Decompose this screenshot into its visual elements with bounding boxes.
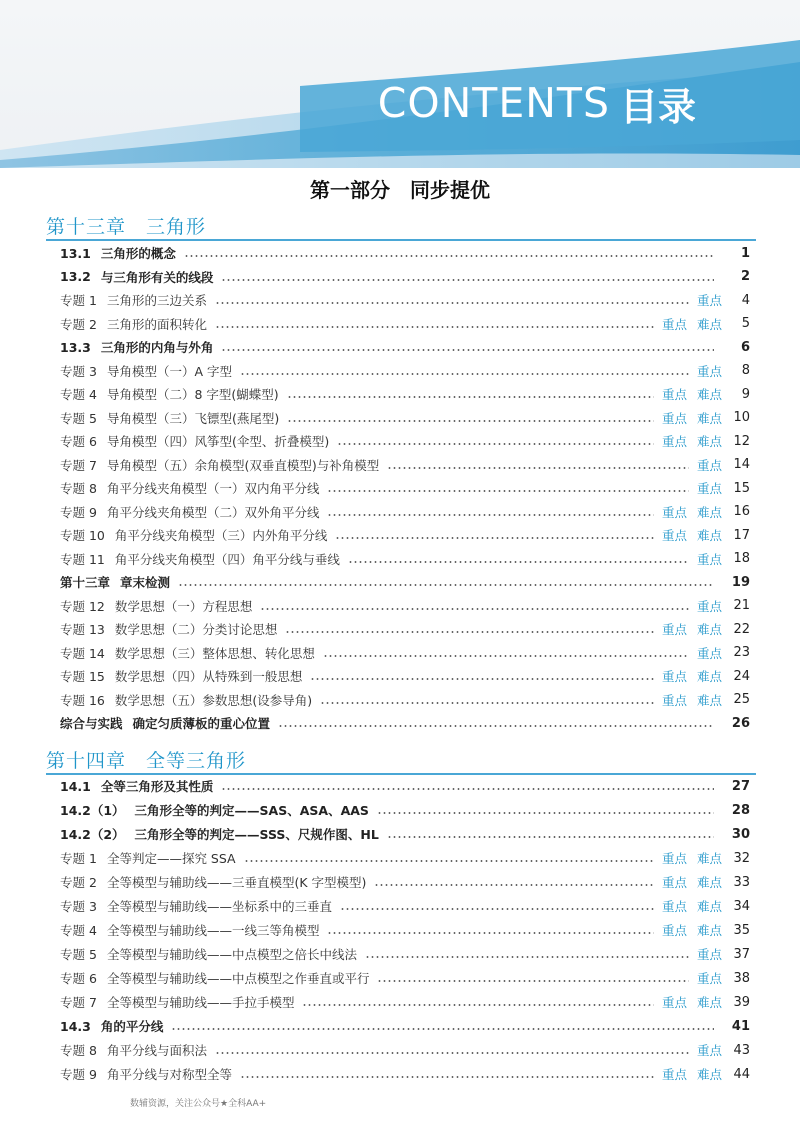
entry-tags xyxy=(697,597,722,615)
entry-title: 全等模型与辅助线——坐标系中的三垂直 xyxy=(106,899,332,914)
entry-tags xyxy=(662,849,722,867)
entry-title: 数学思想（五）参数思想(设参导角) xyxy=(114,692,313,708)
entry-number: 专题 6 xyxy=(60,434,97,449)
entry-page-number: 35 xyxy=(733,922,750,938)
entry-page-number: 15 xyxy=(733,480,750,496)
entry-tags xyxy=(697,456,722,474)
entry-page-number: 14 xyxy=(733,457,750,472)
dot-leader xyxy=(287,420,654,422)
toc-entry[interactable] xyxy=(60,943,750,965)
entry-number: 专题 4 xyxy=(60,387,97,402)
key-point-tag: 重点 xyxy=(696,481,722,496)
toc-entry[interactable] xyxy=(60,407,750,429)
difficulty-tag: 难点 xyxy=(696,1067,722,1082)
entry-number: 专题 5 xyxy=(60,947,97,962)
entry-title: 导角模型（五）余角模型(双垂直模型)与补角模型 xyxy=(106,457,380,473)
entry-title: 三角形的三边关系 xyxy=(106,293,207,308)
entry-title: 章末检测 xyxy=(120,575,171,590)
entry-page-number: 12 xyxy=(733,433,750,449)
key-point-tag: 重点 xyxy=(696,1043,722,1058)
entry-page-number: 2 xyxy=(740,269,750,284)
entry-page-number: 33 xyxy=(733,874,750,890)
toc-entry[interactable] xyxy=(60,689,750,711)
key-point-tag: 重点 xyxy=(661,410,687,426)
key-point-tag: 重点 xyxy=(696,598,722,614)
chapter-number: 第十四章 xyxy=(46,750,127,772)
entry-number: 专题 2 xyxy=(60,316,97,332)
dot-leader xyxy=(320,702,654,704)
chapter-name: 三角形 xyxy=(146,216,207,238)
entry-tags xyxy=(662,993,722,1011)
entry-tags xyxy=(662,667,722,685)
dot-leader xyxy=(178,584,714,586)
entry-title: 与三角形有关的线段 xyxy=(100,269,214,285)
entry-number: 专题 12 xyxy=(60,598,105,614)
dot-leader xyxy=(215,326,654,328)
dot-leader xyxy=(240,373,689,375)
difficulty-tag: 难点 xyxy=(696,923,722,938)
entry-page-number: 44 xyxy=(733,1066,750,1082)
entry-tags xyxy=(662,897,722,915)
entry-page-number: 22 xyxy=(733,621,750,637)
entry-title: 数学思想（四）从特殊到一般思想 xyxy=(114,669,303,684)
entry-tags xyxy=(697,550,722,568)
entry-page-number: 8 xyxy=(741,363,750,378)
entry-title: 角平分线夹角模型（二）双外角平分线 xyxy=(106,504,320,520)
entry-title: 全等模型与辅助线——三垂直模型(K 字型模型) xyxy=(106,875,367,890)
entry-tags xyxy=(662,921,722,939)
entry-title: 数学思想（一）方程思想 xyxy=(114,598,253,614)
toc-entry[interactable] xyxy=(60,242,750,264)
entry-title: 导角模型（一）A 字型 xyxy=(106,363,232,379)
toc-entry[interactable] xyxy=(60,383,750,405)
key-point-tag: 重点 xyxy=(661,387,687,402)
dot-leader xyxy=(171,1028,714,1030)
toc-entry[interactable] xyxy=(60,360,750,382)
entry-title: 导角模型（三）飞镖型(燕尾型) xyxy=(106,410,280,426)
entry-page-number: 43 xyxy=(733,1042,750,1058)
entry-page-number: 18 xyxy=(733,551,750,566)
dot-leader xyxy=(221,788,714,790)
entry-page-number: 21 xyxy=(733,598,750,613)
entry-number: 综合与实践 xyxy=(60,716,123,731)
entry-number: 14.1 xyxy=(60,778,91,794)
key-point-tag: 重点 xyxy=(696,947,722,962)
dot-leader xyxy=(327,932,654,934)
difficulty-tag: 难点 xyxy=(696,851,722,866)
difficulty-tag: 难点 xyxy=(696,899,722,914)
entry-title: 角平分线与面积法 xyxy=(106,1043,207,1058)
dot-leader xyxy=(221,349,714,351)
entry-number: 专题 3 xyxy=(60,899,97,914)
key-point-tag: 重点 xyxy=(661,316,687,332)
footer-note: 数辅资源，关注公众号★全科AA+ xyxy=(130,1099,267,1109)
toc-entry[interactable] xyxy=(60,1015,750,1037)
entry-title: 数学思想（二）分类讨论思想 xyxy=(114,622,278,637)
entry-number: 专题 1 xyxy=(60,851,97,866)
entry-page-number: 39 xyxy=(733,994,750,1010)
toc-entry[interactable] xyxy=(60,847,750,869)
toc-entry[interactable] xyxy=(60,1063,750,1085)
entry-number: 专题 16 xyxy=(60,692,105,708)
key-point-tag: 重点 xyxy=(661,528,687,543)
toc-entry[interactable] xyxy=(60,595,750,617)
part-title: 第一部分 同步提优 xyxy=(310,178,490,202)
entry-number: 13.1 xyxy=(60,245,91,261)
dot-leader xyxy=(374,884,654,886)
toc-entry[interactable] xyxy=(60,712,750,734)
difficulty-tag: 难点 xyxy=(696,528,722,543)
dot-leader xyxy=(377,980,689,982)
dot-leader xyxy=(184,255,714,257)
dot-leader xyxy=(323,655,689,657)
difficulty-tag: 难点 xyxy=(696,875,722,890)
toc-entry[interactable] xyxy=(60,967,750,989)
dot-leader xyxy=(365,956,689,958)
entry-number: 专题 15 xyxy=(60,669,105,684)
entry-page-number: 28 xyxy=(731,802,750,818)
entry-number: 专题 1 xyxy=(60,293,97,308)
entry-number: 专题 7 xyxy=(60,457,97,473)
dot-leader xyxy=(302,1004,654,1006)
entry-tags xyxy=(662,1065,722,1083)
dot-leader xyxy=(348,561,689,563)
key-point-tag: 重点 xyxy=(661,1067,687,1082)
entry-tags xyxy=(662,691,722,709)
entry-tags xyxy=(662,409,722,427)
entry-number: 专题 3 xyxy=(60,363,97,379)
key-point-tag: 重点 xyxy=(661,899,687,914)
entry-title: 角平分线与对称型全等 xyxy=(106,1067,232,1082)
entry-page-number: 16 xyxy=(733,504,750,519)
entry-tags xyxy=(697,969,722,987)
toc-entry[interactable] xyxy=(60,618,750,640)
dot-leader xyxy=(287,396,654,398)
key-point-tag: 重点 xyxy=(661,851,687,866)
entry-tags xyxy=(697,644,722,662)
difficulty-tag: 难点 xyxy=(696,434,722,449)
entry-page-number: 1 xyxy=(740,245,750,261)
toc-entry[interactable] xyxy=(60,454,750,476)
toc-entry[interactable] xyxy=(60,991,750,1013)
dot-leader xyxy=(278,725,714,727)
chapter-heading xyxy=(46,748,246,774)
entry-number: 13.3 xyxy=(60,339,91,355)
entry-number: 专题 11 xyxy=(60,551,105,567)
dot-leader xyxy=(340,908,654,910)
toc-entry[interactable] xyxy=(60,823,750,845)
entry-page-number: 6 xyxy=(740,339,750,355)
entry-title: 三角形的概念 xyxy=(100,246,176,261)
toc-entry[interactable] xyxy=(60,313,750,335)
key-point-tag: 重点 xyxy=(661,995,687,1010)
toc-entry[interactable] xyxy=(60,289,750,311)
entry-page-number: 10 xyxy=(733,410,750,425)
entry-title: 导角模型（二）8 字型(蝴蝶型) xyxy=(106,387,279,402)
entry-page-number: 26 xyxy=(731,715,750,731)
entry-number: 14.2（2） xyxy=(60,827,125,842)
entry-title: 三角形全等的判定——SAS、ASA、AAS xyxy=(134,803,369,818)
entry-number: 专题 4 xyxy=(60,923,97,938)
entry-number: 专题 8 xyxy=(60,1043,97,1058)
entry-number: 专题 5 xyxy=(60,410,97,426)
entry-title: 角的平分线 xyxy=(100,1019,164,1034)
dot-leader xyxy=(285,631,654,633)
entry-tags xyxy=(697,291,722,309)
entry-page-number: 23 xyxy=(733,645,750,660)
entry-page-number: 4 xyxy=(741,292,750,308)
entry-tags xyxy=(697,479,722,497)
key-point-tag: 重点 xyxy=(661,923,687,938)
entry-number: 第十三章 xyxy=(60,575,111,590)
key-point-tag: 重点 xyxy=(696,293,722,308)
key-point-tag: 重点 xyxy=(661,669,687,684)
dot-leader xyxy=(387,467,689,469)
entry-tags xyxy=(662,432,722,450)
key-point-tag: 重点 xyxy=(696,551,722,567)
difficulty-tag: 难点 xyxy=(696,387,722,402)
entry-number: 专题 7 xyxy=(60,995,97,1010)
entry-title: 数学思想（三）整体思想、转化思想 xyxy=(114,645,315,661)
toc-entry[interactable] xyxy=(60,665,750,687)
entry-page-number: 38 xyxy=(733,970,750,986)
toc-entry[interactable] xyxy=(60,477,750,499)
key-point-tag: 重点 xyxy=(661,504,687,520)
dot-leader xyxy=(387,836,714,838)
entry-number: 14.3 xyxy=(60,1018,91,1034)
entry-title: 全等判定——探究 SSA xyxy=(106,851,236,866)
entry-number: 专题 2 xyxy=(60,875,97,890)
entry-tags xyxy=(662,526,722,544)
difficulty-tag: 难点 xyxy=(696,692,722,708)
entry-title: 全等三角形及其性质 xyxy=(100,779,214,794)
chapter-name: 全等三角形 xyxy=(146,750,247,772)
entry-number: 专题 9 xyxy=(60,1067,97,1082)
entry-page-number: 34 xyxy=(733,898,750,914)
entry-page-number: 37 xyxy=(733,946,750,962)
entry-number: 13.2 xyxy=(60,269,91,284)
chapter-heading xyxy=(46,214,206,240)
toc-entry[interactable] xyxy=(60,775,750,797)
entry-number: 专题 9 xyxy=(60,504,97,520)
entry-title: 全等模型与辅助线——一线三等角模型 xyxy=(106,923,320,938)
entry-page-number: 19 xyxy=(731,574,750,590)
entry-tags xyxy=(697,362,722,380)
difficulty-tag: 难点 xyxy=(696,504,722,520)
toc-entry[interactable] xyxy=(60,266,750,288)
entry-title: 导角模型（四）风筝型(伞型、折叠模型) xyxy=(106,434,330,449)
entry-tags xyxy=(662,873,722,891)
entry-tags xyxy=(697,1041,722,1059)
entry-number: 专题 8 xyxy=(60,481,97,496)
dot-leader xyxy=(327,490,689,492)
entry-tags xyxy=(697,945,722,963)
entry-title: 全等模型与辅助线——中点模型之倍长中线法 xyxy=(106,947,357,962)
chapter-number: 第十三章 xyxy=(46,216,127,238)
entry-tags xyxy=(662,315,722,333)
entry-number: 专题 6 xyxy=(60,971,97,986)
entry-title: 角平分线夹角模型（一）双内角平分线 xyxy=(106,481,320,496)
dot-leader xyxy=(327,514,654,516)
difficulty-tag: 难点 xyxy=(696,669,722,684)
entry-number: 14.2（1） xyxy=(60,803,125,818)
entry-page-number: 5 xyxy=(741,316,750,331)
entry-page-number: 17 xyxy=(733,527,750,543)
dot-leader xyxy=(240,1076,654,1078)
dot-leader xyxy=(335,537,654,539)
entry-number: 专题 10 xyxy=(60,528,105,543)
toc-entry[interactable] xyxy=(60,336,750,358)
difficulty-tag: 难点 xyxy=(696,410,722,426)
entry-page-number: 9 xyxy=(741,386,750,402)
toc-entry[interactable] xyxy=(60,895,750,917)
entry-title: 确定匀质薄板的重心位置 xyxy=(132,716,271,731)
dot-leader xyxy=(221,279,714,281)
entry-page-number: 27 xyxy=(731,778,750,794)
entry-page-number: 30 xyxy=(731,826,750,842)
dot-leader xyxy=(377,812,714,814)
dot-leader xyxy=(244,860,654,862)
contents-title-cn: 目录 xyxy=(619,84,696,129)
entry-title: 角平分线夹角模型（三）内外角平分线 xyxy=(114,528,328,543)
toc-entry[interactable] xyxy=(60,524,750,546)
dot-leader xyxy=(215,1052,689,1054)
entry-tags xyxy=(662,503,722,521)
toc-entry[interactable] xyxy=(60,871,750,893)
entry-number: 专题 14 xyxy=(60,645,105,661)
entry-title: 角平分线夹角模型（四）角平分线与垂线 xyxy=(114,551,340,567)
key-point-tag: 重点 xyxy=(661,622,687,637)
key-point-tag: 重点 xyxy=(696,971,722,986)
key-point-tag: 重点 xyxy=(696,645,722,661)
entry-tags xyxy=(662,385,722,403)
difficulty-tag: 难点 xyxy=(696,622,722,637)
entry-title: 三角形的面积转化 xyxy=(106,316,207,332)
toc-entry[interactable] xyxy=(60,430,750,452)
toc-entry[interactable] xyxy=(60,571,750,593)
entry-page-number: 25 xyxy=(733,692,750,707)
toc-entry[interactable] xyxy=(60,919,750,941)
entry-number: 专题 13 xyxy=(60,622,105,637)
toc-entry[interactable] xyxy=(60,642,750,664)
entry-title: 全等模型与辅助线——中点模型之作垂直或平行 xyxy=(106,971,370,986)
contents-banner xyxy=(0,0,800,168)
entry-title: 三角形的内角与外角 xyxy=(100,340,214,355)
toc-entry[interactable] xyxy=(60,1039,750,1061)
entry-tags xyxy=(662,620,722,638)
key-point-tag: 重点 xyxy=(661,875,687,890)
entry-page-number: 41 xyxy=(731,1018,750,1034)
chapter-rule xyxy=(46,239,756,241)
toc-entry[interactable] xyxy=(60,501,750,523)
entry-page-number: 32 xyxy=(733,850,750,866)
dot-leader xyxy=(337,443,654,445)
dot-leader xyxy=(310,678,654,680)
entry-title: 三角形全等的判定——SSS、尺规作图、HL xyxy=(134,827,379,842)
dot-leader xyxy=(215,302,689,304)
toc-entry[interactable] xyxy=(60,799,750,821)
banner-title xyxy=(378,78,696,128)
toc-entry[interactable] xyxy=(60,548,750,570)
key-point-tag: 重点 xyxy=(661,692,687,708)
difficulty-tag: 难点 xyxy=(696,316,722,332)
difficulty-tag: 难点 xyxy=(696,995,722,1010)
entry-page-number: 24 xyxy=(733,668,750,684)
key-point-tag: 重点 xyxy=(661,434,687,449)
key-point-tag: 重点 xyxy=(696,363,722,379)
entry-title: 全等模型与辅助线——手拉手模型 xyxy=(106,995,295,1010)
key-point-tag: 重点 xyxy=(696,457,722,473)
dot-leader xyxy=(260,608,689,610)
contents-title-en: CONTENTS xyxy=(377,79,610,127)
